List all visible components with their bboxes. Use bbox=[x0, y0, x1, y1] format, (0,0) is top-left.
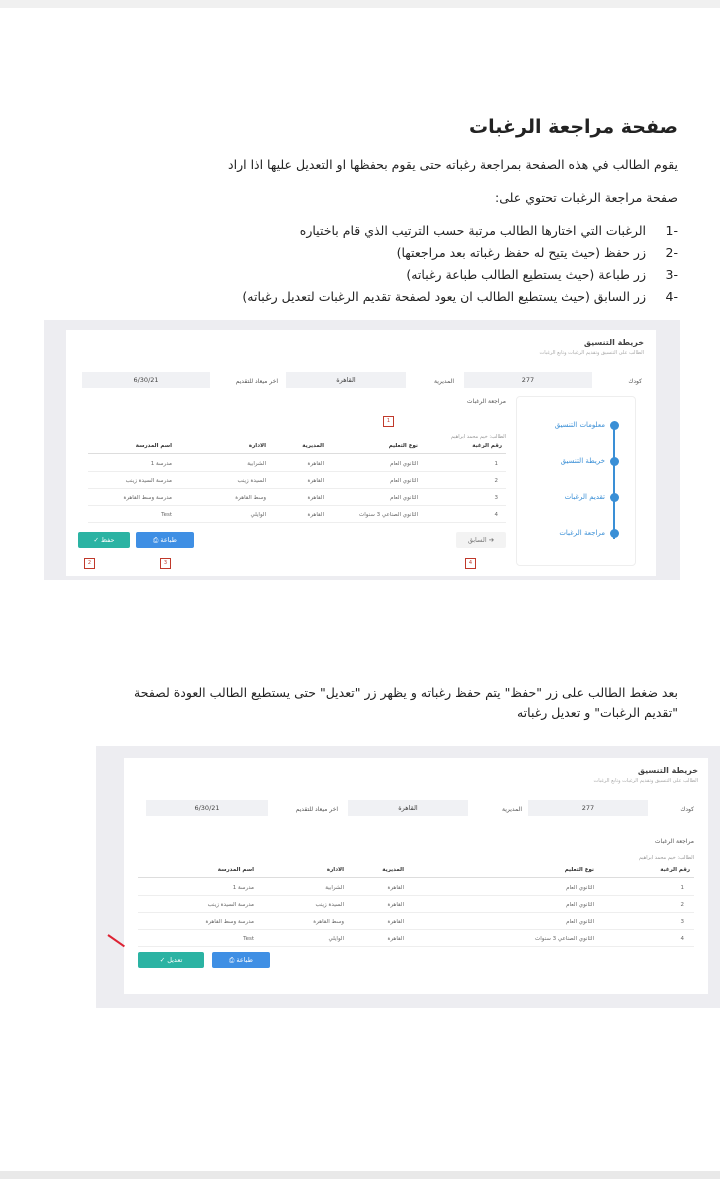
cell: الوايلي bbox=[328, 936, 344, 942]
list-item: -4زر السابق (حيث يستطيع الطالب ان يعود لصفحة تقديم الرغبات لتعديل رغباته) bbox=[242, 289, 678, 304]
cell: الثانوي العام bbox=[566, 919, 594, 925]
col-admin: الادارة bbox=[248, 443, 266, 449]
date-field: 6/30/21 bbox=[146, 800, 268, 816]
date-field: 6/30/21 bbox=[82, 372, 210, 388]
dir-label: المديرية bbox=[434, 378, 454, 385]
steps-sidebar bbox=[516, 396, 636, 566]
student-label: الطالب: خيم محمد ابراهيم bbox=[450, 434, 506, 440]
table-row bbox=[138, 897, 694, 913]
table-row bbox=[138, 880, 694, 896]
top-edge bbox=[0, 0, 720, 8]
cell: السيدة زينب bbox=[237, 478, 266, 484]
step-dot bbox=[610, 529, 619, 538]
cell: 3 bbox=[494, 495, 498, 501]
cell: الثانوي العام bbox=[390, 495, 418, 501]
screen-subtitle: الطالب على التنسيق وتقديم الرغبات وتابع الرغبات bbox=[539, 350, 644, 356]
step-info[interactable]: معلومات التنسيق bbox=[554, 421, 605, 429]
cell: وسط القاهرة bbox=[235, 495, 266, 501]
cell: 2 bbox=[680, 902, 684, 908]
id-label: كودك bbox=[628, 378, 642, 385]
table-row bbox=[88, 473, 506, 489]
cell: الشرابية bbox=[247, 461, 266, 467]
id-field: 277 bbox=[528, 800, 648, 816]
col-type: نوع التعليم bbox=[564, 867, 594, 873]
cell: 4 bbox=[680, 936, 684, 942]
review-label: مراجعة الرغبات bbox=[654, 838, 694, 845]
cell: السيدة زينب bbox=[315, 902, 344, 908]
check-icon: ✓ bbox=[93, 536, 102, 544]
cell: القاهرة bbox=[307, 495, 324, 501]
marker-2: 2 bbox=[84, 558, 95, 569]
table-header bbox=[138, 862, 694, 878]
back-label: السابق bbox=[467, 536, 487, 544]
step-dot bbox=[610, 457, 619, 466]
bottom-edge bbox=[0, 1171, 720, 1179]
cell: Test bbox=[243, 936, 254, 942]
after-save-text: بعد ضغط الطالب على زر "حفظ" يتم حفظ رغباته و يظهر زر "تعديل" حتى يستطيع الطالب العودة لصفحة "تقديم الرغبات" و تعديل رغباته bbox=[134, 685, 678, 720]
cell: Test bbox=[161, 512, 172, 518]
list-item: -3زر طباعة (حيث يستطيع الطالب طباعة رغباته) bbox=[406, 267, 678, 282]
step-dot bbox=[610, 421, 619, 430]
step-dot bbox=[610, 493, 619, 502]
cell: الثانوي العام bbox=[566, 885, 594, 891]
cell: القاهرة bbox=[387, 885, 404, 891]
col-rank: رقم الرغبة bbox=[660, 867, 690, 873]
cell: القاهرة bbox=[387, 936, 404, 942]
cell: مدرسة 1 bbox=[150, 461, 172, 467]
cell: الثانوي الصناعي 3 سنوات bbox=[535, 936, 594, 942]
marker-1: 1 bbox=[383, 416, 394, 427]
cell: 1 bbox=[494, 461, 498, 467]
steps-line bbox=[613, 425, 615, 539]
table-row bbox=[138, 931, 694, 947]
cell: مدرسة 1 bbox=[232, 885, 254, 891]
cell: الوايلي bbox=[250, 512, 266, 518]
print-label: طباعة bbox=[160, 536, 177, 544]
id-field: 277 bbox=[464, 372, 592, 388]
printer-icon: ⎙ bbox=[229, 956, 237, 964]
step-map[interactable]: خريطة التنسيق bbox=[560, 457, 605, 465]
cell: القاهرة bbox=[307, 461, 324, 467]
screen-title: خريطة التنسيق bbox=[637, 766, 698, 775]
printer-icon: ⎙ bbox=[153, 536, 161, 544]
cell: 4 bbox=[494, 512, 498, 518]
screen-title: خريطة التنسيق bbox=[583, 338, 644, 347]
cell: الثانوي الصناعي 3 سنوات bbox=[359, 512, 418, 518]
col-type: نوع التعليم bbox=[388, 443, 418, 449]
doc-title: صفحة مراجعة الرغبات bbox=[469, 116, 678, 138]
check-icon: ✓ bbox=[159, 956, 168, 964]
step-review[interactable]: مراجعة الرغبات bbox=[559, 529, 605, 537]
print-label: طباعة bbox=[236, 956, 253, 964]
cell: 2 bbox=[494, 478, 498, 484]
cell: الثانوي العام bbox=[566, 902, 594, 908]
col-school: اسم المدرسة bbox=[217, 867, 254, 873]
arrow-right-icon: ➔ bbox=[488, 536, 495, 544]
cell: الثانوي العام bbox=[390, 478, 418, 484]
date-label: اخر ميعاد للتقديم bbox=[295, 806, 338, 813]
cell: وسط القاهرة bbox=[313, 919, 344, 925]
screenshot-after-save bbox=[96, 746, 720, 1008]
marker-4: 4 bbox=[465, 558, 476, 569]
cell: مدرسة السيدة زينب bbox=[125, 478, 172, 484]
cell: مدرسة وسط القاهرة bbox=[123, 495, 172, 501]
col-school: اسم المدرسة bbox=[135, 443, 172, 449]
date-label: اخر ميعاد للتقديم bbox=[235, 378, 278, 385]
cell: القاهرة bbox=[307, 512, 324, 518]
save-button[interactable] bbox=[78, 532, 130, 548]
edit-button[interactable] bbox=[138, 952, 204, 968]
print-button[interactable] bbox=[212, 952, 270, 968]
list-item: -2زر حفظ (حيث يتيح له حفظ رغباته بعد مراجعتها) bbox=[396, 245, 678, 260]
cell: 1 bbox=[680, 885, 684, 891]
screenshot-review bbox=[44, 320, 680, 580]
doc-intro: يقوم الطالب في هذه الصفحة بمراجعة رغباته حتى يقوم بحفظها او التعديل عليها اذا اراد bbox=[228, 157, 678, 172]
table-row bbox=[88, 456, 506, 472]
cell: الثانوي العام bbox=[390, 461, 418, 467]
cell: القاهرة bbox=[387, 902, 404, 908]
col-admin: الادارة bbox=[326, 867, 344, 873]
feature-list bbox=[242, 220, 678, 308]
screen-subtitle: الطالب على التنسيق وتقديم الرغبات وتابع الرغبات bbox=[593, 778, 698, 784]
col-rank: رقم الرغبة bbox=[472, 443, 502, 449]
review-card-saved bbox=[124, 758, 708, 994]
print-button[interactable] bbox=[136, 532, 194, 548]
table-row bbox=[138, 914, 694, 930]
doc-contains: صفحة مراجعة الرغبات تحتوي على: bbox=[495, 190, 678, 205]
cell: القاهرة bbox=[307, 478, 324, 484]
step-apply[interactable]: تقديم الرغبات bbox=[564, 493, 605, 501]
table-row bbox=[88, 507, 506, 523]
list-item: -1الرغبات التي اختارها الطالب مرتبة حسب الترتيب الذي قام باختياره bbox=[299, 223, 678, 238]
review-card bbox=[66, 330, 656, 576]
edit-label: تعديل bbox=[167, 956, 183, 964]
dir-field: القاهرة bbox=[348, 800, 468, 816]
back-button[interactable] bbox=[456, 532, 506, 548]
cell: الشرابية bbox=[325, 885, 344, 891]
student-label: الطالب: خيم محمد ابراهيم bbox=[638, 855, 694, 861]
cell: القاهرة bbox=[387, 919, 404, 925]
cell: مدرسة وسط القاهرة bbox=[205, 919, 254, 925]
table-row bbox=[88, 490, 506, 506]
dir-label: المديرية bbox=[502, 806, 522, 813]
table-header bbox=[88, 438, 506, 454]
save-label: حفظ bbox=[101, 536, 115, 544]
cell: 3 bbox=[680, 919, 684, 925]
cell: مدرسة السيدة زينب bbox=[207, 902, 254, 908]
dir-field: القاهرة bbox=[286, 372, 406, 388]
id-label: كودك bbox=[680, 806, 694, 813]
review-label: مراجعة الرغبات bbox=[466, 398, 506, 405]
col-dir: المديرية bbox=[302, 443, 324, 449]
col-dir: المديرية bbox=[382, 867, 404, 873]
marker-3: 3 bbox=[160, 558, 171, 569]
